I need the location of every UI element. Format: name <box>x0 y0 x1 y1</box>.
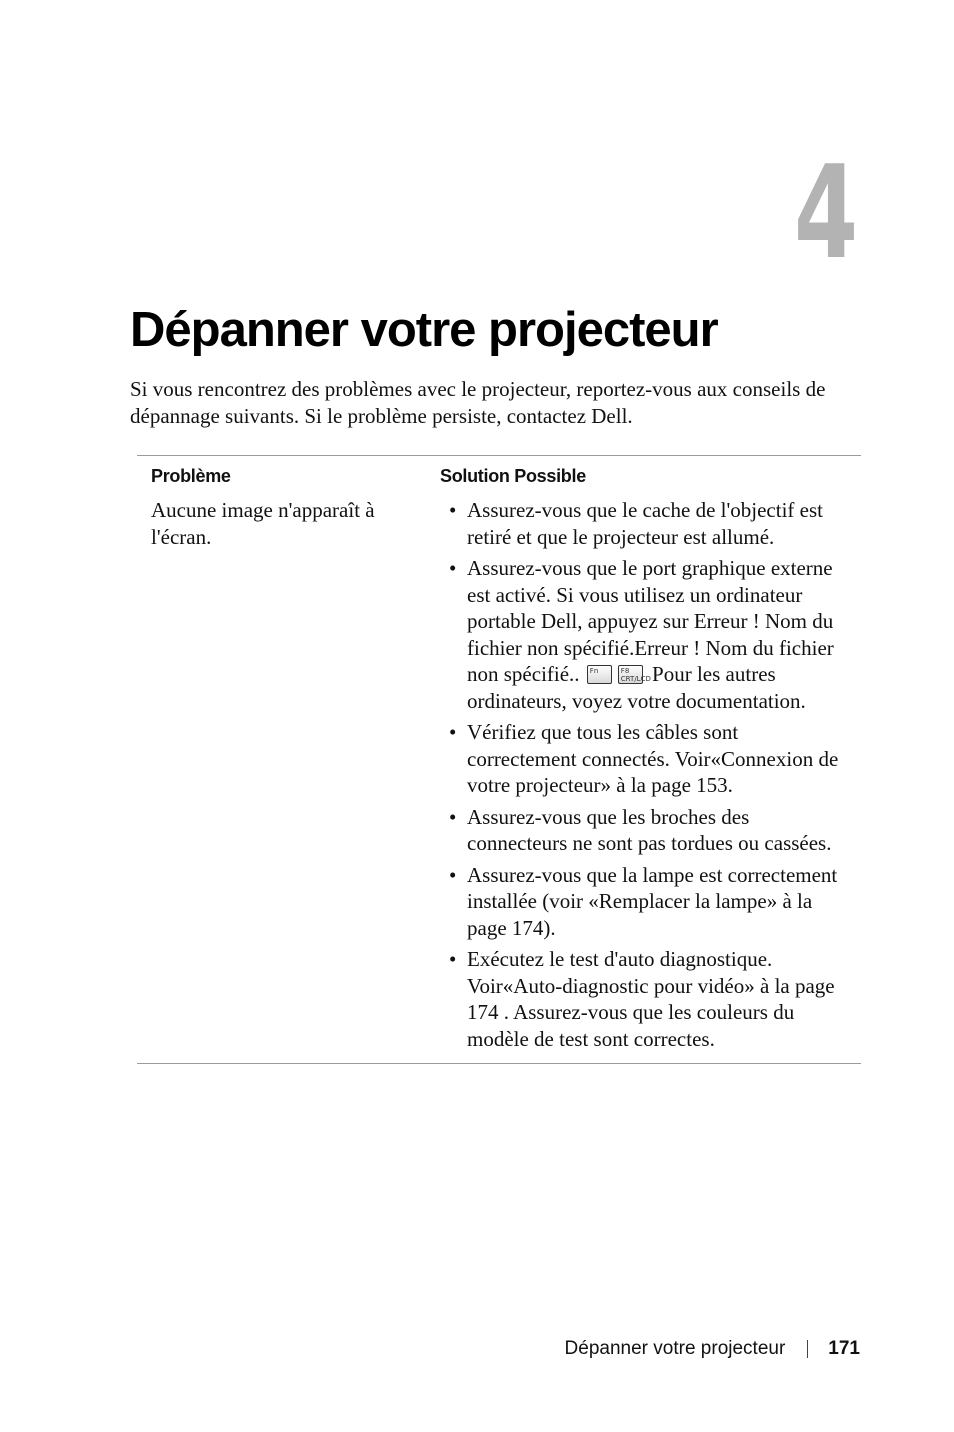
solution-text: Assurez-vous que le port graphique externe est activé. Si vous utilisez un ordinateur portable Dell, appuyez sur Erreur ! Nom du fichier non spécifié.Erreur ! Nom du fichier non spécifié.. <box>467 556 834 686</box>
solution-item <box>442 862 852 942</box>
table-header <box>137 456 861 496</box>
header-solution: Solution Possible <box>440 465 586 486</box>
solution-cell <box>442 497 852 1057</box>
f8-crt-lcd-key-icon: F8 CRT/LCD <box>618 665 643 684</box>
solution-text: Assurez-vous que la lampe est correctement installée (voir «Remplacer la lampe» à la page 174). <box>467 862 838 940</box>
solution-text: Assurez-vous que les broches des connecteurs ne sont pas tordues ou cassées. <box>467 804 832 856</box>
troubleshooting-table <box>137 455 861 1064</box>
intro-paragraph: Si vous rencontrez des problèmes avec le projecteur, reportez-vous aux conseils de dépannage suivants. Si le problème persiste, contactez Dell. <box>130 377 826 428</box>
footer-title: Dépanner votre projecteur <box>564 1338 786 1359</box>
solution-item <box>442 946 852 1052</box>
bullet-icon: • <box>449 947 457 972</box>
solution-text: Exécutez le test d'auto diagnostique. Voir«Auto-diagnostic pour vidéo» à la page 174 . Assurez-vous que les couleurs du modèle de test sont correctes. <box>467 947 835 1051</box>
page-footer <box>565 1338 860 1360</box>
solution-item <box>442 719 852 799</box>
solution-item <box>442 804 852 857</box>
bullet-icon: • <box>449 556 457 580</box>
fn-key-icon: Fn <box>587 665 612 684</box>
bullet-icon: • <box>449 498 457 522</box>
chapter-number: 4 <box>793 139 858 288</box>
solution-item <box>442 555 852 714</box>
solution-list <box>442 497 852 1052</box>
solution-text-suffix: Pour les autres ordinateurs, voyez votre documentation. <box>467 662 806 713</box>
solution-text: Vérifiez que tous les câbles sont correctement connectés. Voir«Connexion de votre projecteur» à la page 153. <box>467 720 839 798</box>
solution-item <box>442 497 852 550</box>
bullet-icon: • <box>449 862 457 887</box>
header-problem: Problème <box>151 465 231 486</box>
footer-divider <box>807 1340 808 1358</box>
problem-cell: Aucune image n'apparaît à l'écran. <box>151 498 375 549</box>
table-row <box>137 496 861 1057</box>
bullet-icon: • <box>449 720 457 745</box>
bullet-icon: • <box>449 804 457 829</box>
solution-text: Assurez-vous que le cache de l'objectif est retiré et que le projecteur est allumé. <box>467 498 823 549</box>
page-number: 171 <box>828 1338 860 1359</box>
chapter-title: Dépanner votre projecteur <box>130 303 718 357</box>
